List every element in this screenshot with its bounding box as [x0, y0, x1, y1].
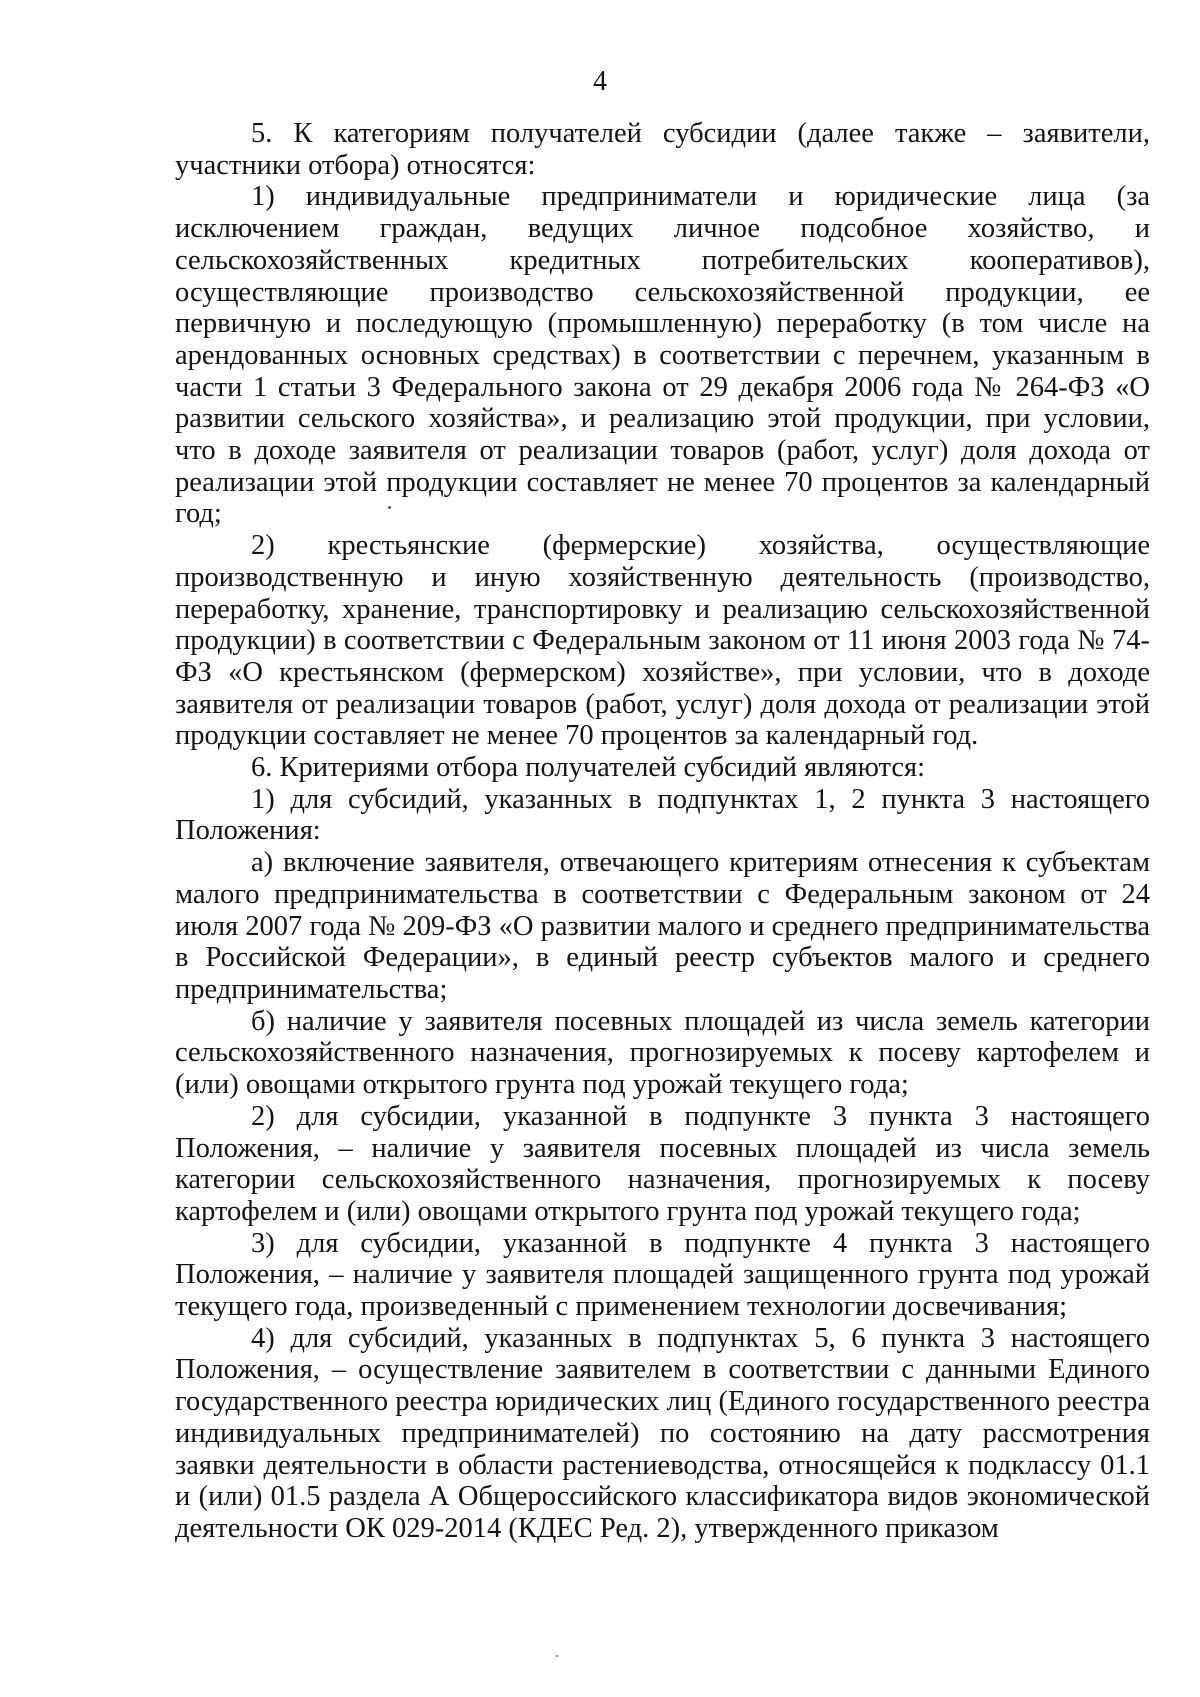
paragraph-5: 5. К категориям получателей субсидии (далее также – заявители, участники отбора) относятся: [175, 118, 1150, 181]
paragraph-5-item-2: 2) крестьянские (фермерские) хозяйства, осуществляющие производственную и иную хозяйственную деятельность (производство, переработку, хранение, транспортировку и реализацию сельскохозяйственной продукции) в соответствии с Федеральным законом от 11 июня 2003 года № 74-ФЗ «О крестьянском (фермерском) хозяйстве», при условии, что в доходе заявителя от реализации товаров (работ, услуг) доля дохода от реализации этой продукции составляет не менее 70 процентов за календарный год. [175, 530, 1150, 752]
document-body [175, 118, 1150, 1545]
paragraph-6-item-4: 4) для субсидий, указанных в подпунктах 5, 6 пункта 3 настоящего Положения, – осуществление заявителем в соответствии с данными Единого государственного реестра юридических лиц (Единого государственного реестра индивидуальных предпринимателей) по состоянию на дату рассмотрения заявки деятельности в области растениеводства, относящейся к подклассу 01.1 и (или) 01.5 раздела А Общероссийского классификатора видов экономической деятельности ОК 029-2014 (КДЕС Ред. 2), утвержденного приказом [175, 1322, 1150, 1544]
paragraph-6-item-1b: б) наличие у заявителя посевных площадей из числа земель категории сельскохозяйственного назначения, прогнозируемых к посеву картофелем и (или) овощами открытого грунта под урожай текущего года; [175, 1005, 1150, 1101]
page-number: 4 [593, 66, 607, 97]
paragraph-6-item-1a: а) включение заявителя, отвечающего критериям отнесения к субъектам малого предпринимательства в соответствии с Федеральным законом от 24 июля 2007 года № 209-ФЗ «О развитии малого и среднего предпринимательства в Российской Федерации», в единый реестр субъектов малого и среднего предпринимательства; [175, 847, 1150, 1005]
paragraph-6: 6. Критериями отбора получателей субсидий являются: [251, 752, 926, 784]
paragraph-6-item-1: 1) для субсидий, указанных в подпунктах 1, 2 пункта 3 настоящего Положения: [175, 783, 1150, 847]
paragraph-6-item-2: 2) для субсидии, указанной в подпункте 3 пункта 3 настоящего Положения, – наличие у заявителя посевных площадей из числа земель категории сельскохозяйственного назначения, прогнозируемых к посеву картофелем и (или) овощами открытого грунта под урожай текущего года; [175, 1100, 1150, 1227]
paragraph-6-item-3: 3) для субсидии, указанной в подпункте 4 пункта 3 настоящего Положения, – наличие у заявителя площадей защищенного грунта под урожай текущего года, произведенный с применением технологии досвечивания; [175, 1227, 1150, 1323]
scan-speck [556, 1655, 558, 1657]
scan-speck [388, 506, 391, 509]
paragraph-5-item-1: 1) индивидуальные предприниматели и юридические лица (за исключением граждан, ведущих личное подсобное хозяйство, и сельскохозяйственных кредитных потребительских кооперативов), осуществляющие производство сельскохозяйственной продукции, ее первичную и последующую (промышленную) переработку (в том числе на арендованных основных средствах) в соответствии с перечнем, указанным в части 1 статьи 3 Федерального закона от 29 декабря 2006 года № 264-ФЗ «О развитии сельского хозяйства», и реализацию этой продукции, при условии, что в доходе заявителя от реализации товаров (работ, услуг) доля дохода от реализации этой продукции составляет не менее 70 процентов за календарный год; [175, 181, 1150, 530]
